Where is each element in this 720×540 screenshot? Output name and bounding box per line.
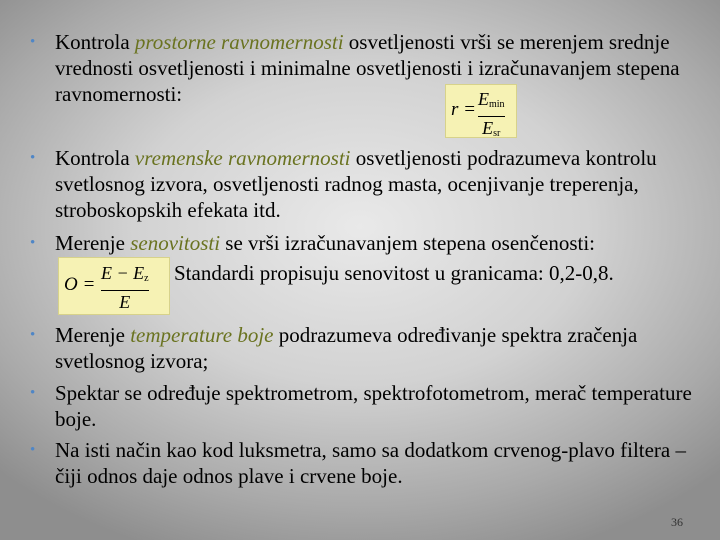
bullet-text-post: podrazumeva određivanje spektra zračenja svetlosnog izvora; xyxy=(55,323,638,373)
formula-numerator: $E - E_z$ xyxy=(101,263,149,284)
bullet-text-pre: Kontrola xyxy=(55,146,135,170)
bullet-spatial-uniformity xyxy=(55,29,705,107)
formula-fraction xyxy=(478,89,505,144)
formula-denominator: $E_{sr}$ xyxy=(482,118,501,139)
fraction-bar xyxy=(101,290,149,291)
fraction-bar xyxy=(478,116,505,117)
formula-numerator: $E_{min}$ xyxy=(478,89,505,110)
term-temporal-uniformity: vremenske ravnomernosti xyxy=(134,146,351,170)
bullet-text-post: se vrši izračunavanjem stepena osenčenosti: xyxy=(220,231,595,255)
bullet-spectrum: Spektar se određuje spektrometrom, spektrofotometrom, merač temperature boje. xyxy=(55,381,692,431)
bullet-marker: • xyxy=(30,34,36,50)
term-color-temperature: temperature boje xyxy=(130,323,274,347)
bullet-filter: Na isti način kao kod luksmetra, samo sa dodatkom crvenog-plavo filtera – čiji odnos daje odnos plave i crvene boje. xyxy=(55,438,686,488)
standard-note: Standardi propisuju senovitost u granicama: 0,2-0,8. xyxy=(174,261,614,285)
bullet-shadowing xyxy=(55,230,705,256)
bullet-marker: • xyxy=(30,327,36,343)
bullet-temporal-uniformity xyxy=(55,145,705,223)
bullet-text-pre: Merenje xyxy=(55,231,131,255)
page-number: 36 xyxy=(671,515,683,529)
bullet-text-pre: Merenje xyxy=(55,323,131,347)
bullet-text-post: osvetljenosti vrši se merenjem srednje vrednosti osvetljenosti i minimalne osvetljenosti i izračunavanjem stepena ravnomernosti: xyxy=(55,30,680,106)
term-spatial-uniformity: prostorne ravnomernosti xyxy=(134,30,344,54)
formula-lhs: O = xyxy=(64,274,96,295)
formula-lhs: r = xyxy=(451,99,476,120)
bullet-color-temperature xyxy=(55,322,705,374)
bullet-marker: • xyxy=(30,442,36,458)
term-shadowing: senovitosti xyxy=(130,231,221,255)
formula-uniformity-ratio xyxy=(445,84,517,138)
formula-shadowing-degree xyxy=(58,257,170,315)
bullet-marker: • xyxy=(30,150,36,166)
formula-fraction xyxy=(101,263,149,312)
bullet-text-pre: Kontrola xyxy=(55,30,135,54)
bullet-marker: • xyxy=(30,385,36,401)
formula-denominator: E xyxy=(119,292,131,312)
bullet-marker: • xyxy=(30,235,36,251)
bullet-text-post: osvetljenosti podrazumeva kontrolu svetlosnog izvora, osvetljenosti radnog masta, ocenjivanje treperenja, stroboskopskih efekata itd. xyxy=(55,146,657,222)
